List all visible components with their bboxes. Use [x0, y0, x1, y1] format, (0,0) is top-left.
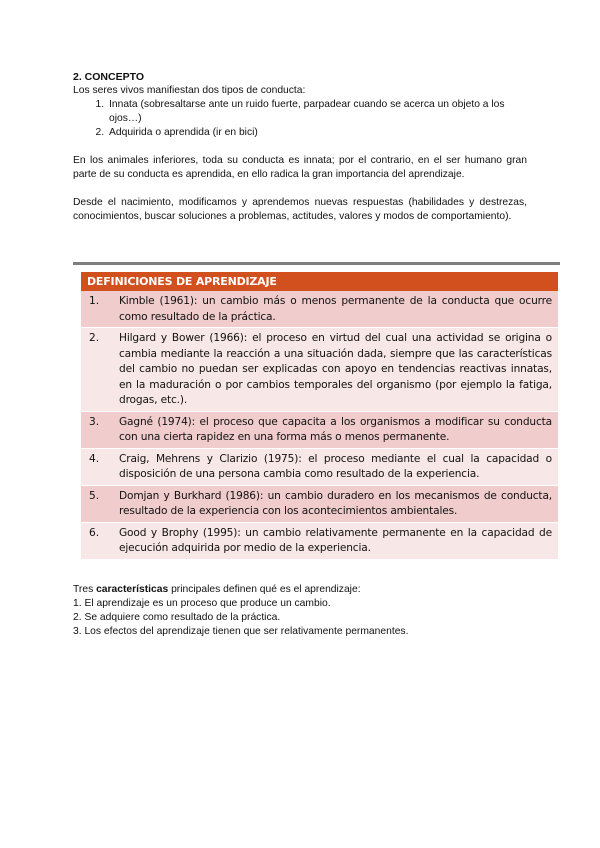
- definition-number: 1.: [89, 295, 100, 307]
- concept-section: [73, 71, 527, 224]
- characteristic-line: 1. El aprendizaje es un proceso que produce un cambio.: [73, 598, 331, 609]
- definition-number: 6.: [89, 526, 100, 539]
- concept-paragraph-2: Desde el nacimiento, modificamos y aprendemos nuevas respuestas (habilidades y destrezas, conocimientos, buscar soluciones a problemas, actitudes, valores y modos de comportamiento).: [73, 197, 527, 222]
- conduct-types-list: [73, 98, 527, 140]
- definition-text: Good y Brophy (1995): un cambio relativamente permanente en la capacidad de ejecución adquirida por medio de la experiencia.: [119, 526, 552, 554]
- definition-text: Gagné (1974): el proceso que capacita a los organismos a modificar su conducta con una cierta rapidez en una forma más o menos permanente.: [119, 415, 552, 443]
- characteristics-lead-start: Tres: [73, 584, 97, 595]
- characteristics-lead-end: principales definen qué es el aprendizaje:: [168, 584, 361, 595]
- conduct-type-learned: 2. Adquirida o aprendida (ir en bici): [107, 126, 527, 140]
- definition-row: [81, 486, 558, 523]
- definition-text: Kimble (1961): un cambio más o menos permanente de la conducta que ocurre como resultado de la práctica.: [119, 295, 552, 323]
- definition-text: Domjan y Burkhard (1986): un cambio duradero en los mecanismos de conducta, resultado de la experiencia con los acontecimientos ambientales.: [119, 489, 552, 517]
- definition-row: [81, 523, 558, 560]
- characteristic-line: 3. Los efectos del aprendizaje tienen que ser relativamente permanentes.: [73, 626, 409, 637]
- conduct-type-innate: 1. Innata (sobresaltarse ante un ruido fuerte, parpadear cuando se acerca un objeto a los ojos…): [107, 98, 527, 126]
- concept-lead: Los seres vivos manifiestan dos tipos de conducta:: [73, 85, 306, 96]
- definitions-table: [73, 262, 560, 560]
- characteristics-lead: [73, 583, 527, 597]
- definition-row: [81, 291, 558, 328]
- characteristic-line: 2. Se adquiere como resultado de la práctica.: [73, 612, 281, 623]
- concept-paragraph-1: En los animales inferiores, toda su conducta es innata; por el contrario, en el ser humano gran parte de su conducta es aprendida, en ello radica la gran importancia del aprendizaje.: [73, 155, 527, 180]
- definition-number: 2.: [89, 332, 100, 344]
- characteristics-section: [73, 583, 527, 639]
- definition-row: [81, 328, 558, 412]
- definition-row: [81, 412, 558, 449]
- definitions-header: DEFINICIONES DE APRENDIZAJE: [81, 272, 558, 291]
- definition-number: 3.: [89, 415, 100, 428]
- characteristics-keyword: características: [96, 584, 169, 595]
- table-top-rule: [73, 262, 560, 265]
- definition-text: Hilgard y Bower (1966): el proceso en virtud del cual una actividad se origina o cambia mediante la reacción a una situación dada, siempre que las características del cambio no puedan ser explicadas con apoyo en tendencias reactivas innatas, en la maduración o por cambios temporales del organismo (por ejemplo la fatiga, drogas, etc.).: [119, 332, 552, 406]
- definition-number: 4.: [89, 452, 100, 465]
- definition-text: Craig, Mehrens y Clarizio (1975): el proceso mediante el cual la capacidad o disposición de una persona cambia como resultado de la experiencia.: [119, 452, 552, 480]
- section-title: 2. CONCEPTO: [73, 71, 144, 83]
- definition-row: [81, 449, 558, 486]
- definition-number: 5.: [89, 489, 100, 502]
